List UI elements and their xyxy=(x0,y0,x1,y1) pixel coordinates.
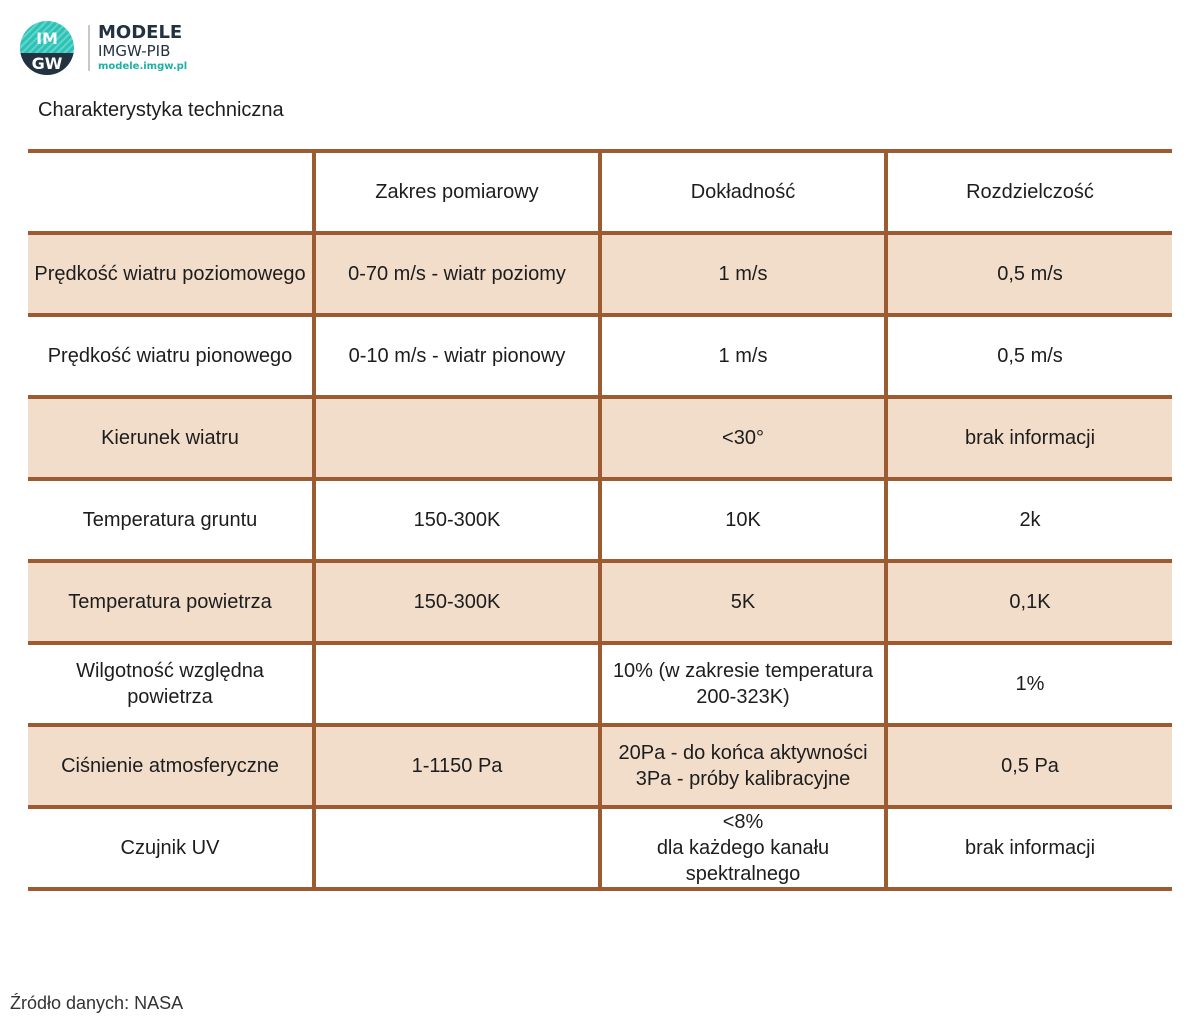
row-accuracy: 1 m/s xyxy=(600,233,886,315)
logo-line1: MODELE xyxy=(98,22,183,43)
header-resolution: Rozdzielczość xyxy=(886,151,1172,233)
row-range xyxy=(314,643,600,725)
row-resolution: 0,5 Pa xyxy=(886,725,1172,807)
table-row xyxy=(28,725,1172,807)
table-row xyxy=(28,233,1172,315)
row-range xyxy=(314,397,600,479)
row-resolution: 2k xyxy=(886,479,1172,561)
accuracy-line: dla każdego kanału spektralnego xyxy=(656,837,830,885)
logo-mark-bottom: GW xyxy=(20,53,74,75)
table-row xyxy=(28,315,1172,397)
row-name: Prędkość wiatru pionowego xyxy=(28,315,314,397)
table-row xyxy=(28,561,1172,643)
table-row xyxy=(28,397,1172,479)
row-accuracy: 10K xyxy=(600,479,886,561)
row-accuracy: 5K xyxy=(600,561,886,643)
row-accuracy: 1 m/s xyxy=(600,315,886,397)
spec-table xyxy=(28,149,1172,891)
logo-line2: IMGW-PIB xyxy=(98,42,171,60)
row-name: Czujnik UV xyxy=(28,807,314,889)
table-row xyxy=(28,479,1172,561)
row-range: 0-70 m/s - wiatr poziomy xyxy=(314,233,600,315)
row-accuracy xyxy=(600,807,886,889)
row-resolution: brak informacji xyxy=(886,807,1172,889)
page-title: Charakterystyka techniczna xyxy=(38,99,284,121)
logo xyxy=(20,20,187,76)
table-header-row xyxy=(28,151,1172,233)
row-resolution: 0,5 m/s xyxy=(886,233,1172,315)
row-accuracy: <30° xyxy=(600,397,886,479)
header-accuracy: Dokładność xyxy=(600,151,886,233)
row-accuracy: 10% (w zakresie temperatura 200-323K) xyxy=(600,643,886,725)
row-name: Wilgotność względna powietrza xyxy=(28,643,314,725)
accuracy-line: 20Pa - do końca aktywności xyxy=(618,742,868,764)
header-empty xyxy=(28,151,314,233)
header-range: Zakres pomiarowy xyxy=(314,151,600,233)
row-range xyxy=(314,807,600,889)
logo-divider xyxy=(88,25,90,71)
logo-text xyxy=(98,24,187,72)
accuracy-line: <8% xyxy=(722,811,764,833)
row-name: Prędkość wiatru poziomowego xyxy=(28,233,314,315)
row-name: Temperatura gruntu xyxy=(28,479,314,561)
row-range: 1-1150 Pa xyxy=(314,725,600,807)
logo-mark-top: IM xyxy=(36,29,58,48)
table-row xyxy=(28,807,1172,889)
row-range: 0-10 m/s - wiatr pionowy xyxy=(314,315,600,397)
row-resolution: brak informacji xyxy=(886,397,1172,479)
row-name: Temperatura powietrza xyxy=(28,561,314,643)
row-name: Kierunek wiatru xyxy=(28,397,314,479)
table-row xyxy=(28,643,1172,725)
logo-url: modele.imgw.pl xyxy=(98,61,188,72)
row-resolution: 1% xyxy=(886,643,1172,725)
accuracy-line: 3Pa - próby kalibracyjne xyxy=(635,768,851,790)
source-note: Źródło danych: NASA xyxy=(10,993,184,1013)
row-accuracy xyxy=(600,725,886,807)
row-name: Ciśnienie atmosferyczne xyxy=(28,725,314,807)
row-resolution: 0,5 m/s xyxy=(886,315,1172,397)
imgw-logo-icon xyxy=(20,21,74,75)
row-resolution: 0,1K xyxy=(886,561,1172,643)
row-range: 150-300K xyxy=(314,479,600,561)
row-range: 150-300K xyxy=(314,561,600,643)
